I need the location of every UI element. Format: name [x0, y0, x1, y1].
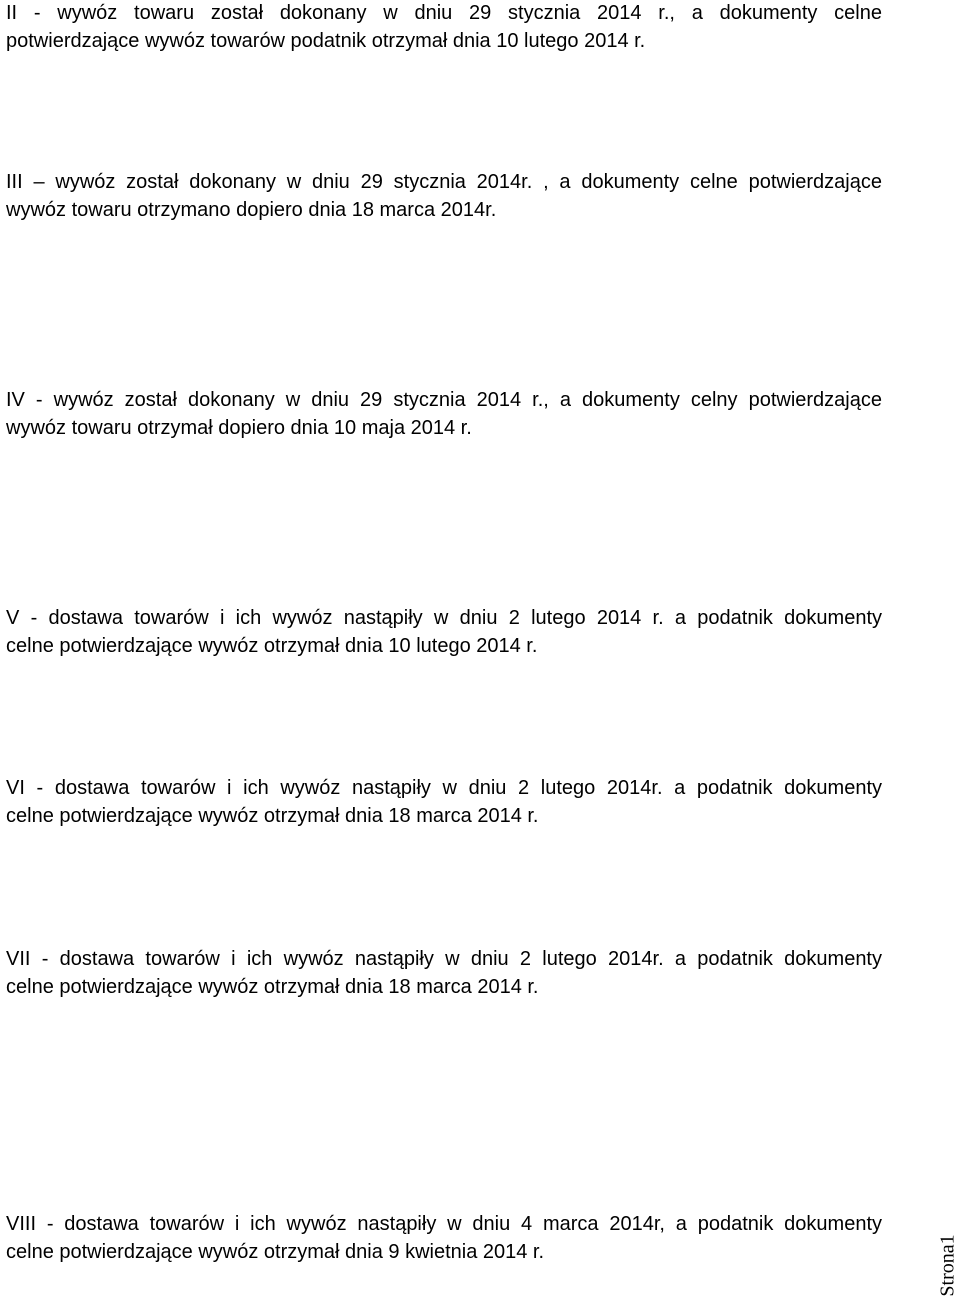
paragraph-case-iv — [6, 386, 882, 442]
paragraph-line: celne potwierdzające wywóz otrzymał dnia 18 marca 2014 r. — [6, 976, 539, 998]
paragraph-case-viii — [6, 1210, 882, 1266]
paragraph-case-iii — [6, 168, 882, 224]
paragraph-line: wywóz towaru otrzymał dopiero dnia 10 maja 2014 r. — [6, 417, 472, 439]
page-number-label — [928, 1228, 960, 1302]
paragraph-line: VII - dostawa towarów i ich wywóz nastąpiły w dniu 2 lutego 2014r. a podatnik dokumenty — [6, 948, 882, 970]
paragraph-line: celne potwierdzające wywóz otrzymał dnia 9 kwietnia 2014 r. — [6, 1241, 545, 1263]
paragraph-case-vii — [6, 945, 882, 1001]
page-number-text: Strona1 — [936, 1233, 959, 1297]
paragraph-line: wywóz towaru otrzymano dopiero dnia 18 marca 2014r. — [6, 199, 497, 221]
paragraph-case-ii — [6, 0, 882, 55]
paragraph-line: potwierdzające wywóz towarów podatnik otrzymał dnia 10 lutego 2014 r. — [6, 30, 646, 52]
paragraph-line: celne potwierdzające wywóz otrzymał dnia 10 lutego 2014 r. — [6, 635, 538, 657]
paragraph-line: II - wywóz towaru został dokonany w dniu 29 stycznia 2014 r., a dokumenty celne — [6, 2, 882, 24]
paragraph-line: IV - wywóz został dokonany w dniu 29 stycznia 2014 r., a dokumenty celny potwierdzające — [6, 389, 882, 411]
paragraph-line: V - dostawa towarów i ich wywóz nastąpiły w dniu 2 lutego 2014 r. a podatnik dokumenty — [6, 607, 882, 629]
paragraph-line: celne potwierdzające wywóz otrzymał dnia 18 marca 2014 r. — [6, 805, 539, 827]
paragraph-line: III – wywóz został dokonany w dniu 29 stycznia 2014r. , a dokumenty celne potwierdzające — [6, 171, 882, 193]
paragraph-case-v — [6, 604, 882, 660]
paragraph-line: VIII - dostawa towarów i ich wywóz nastąpiły w dniu 4 marca 2014r, a podatnik dokumenty — [6, 1213, 882, 1235]
paragraph-case-vi — [6, 774, 882, 830]
paragraph-line: VI - dostawa towarów i ich wywóz nastąpiły w dniu 2 lutego 2014r. a podatnik dokumenty — [6, 777, 882, 799]
